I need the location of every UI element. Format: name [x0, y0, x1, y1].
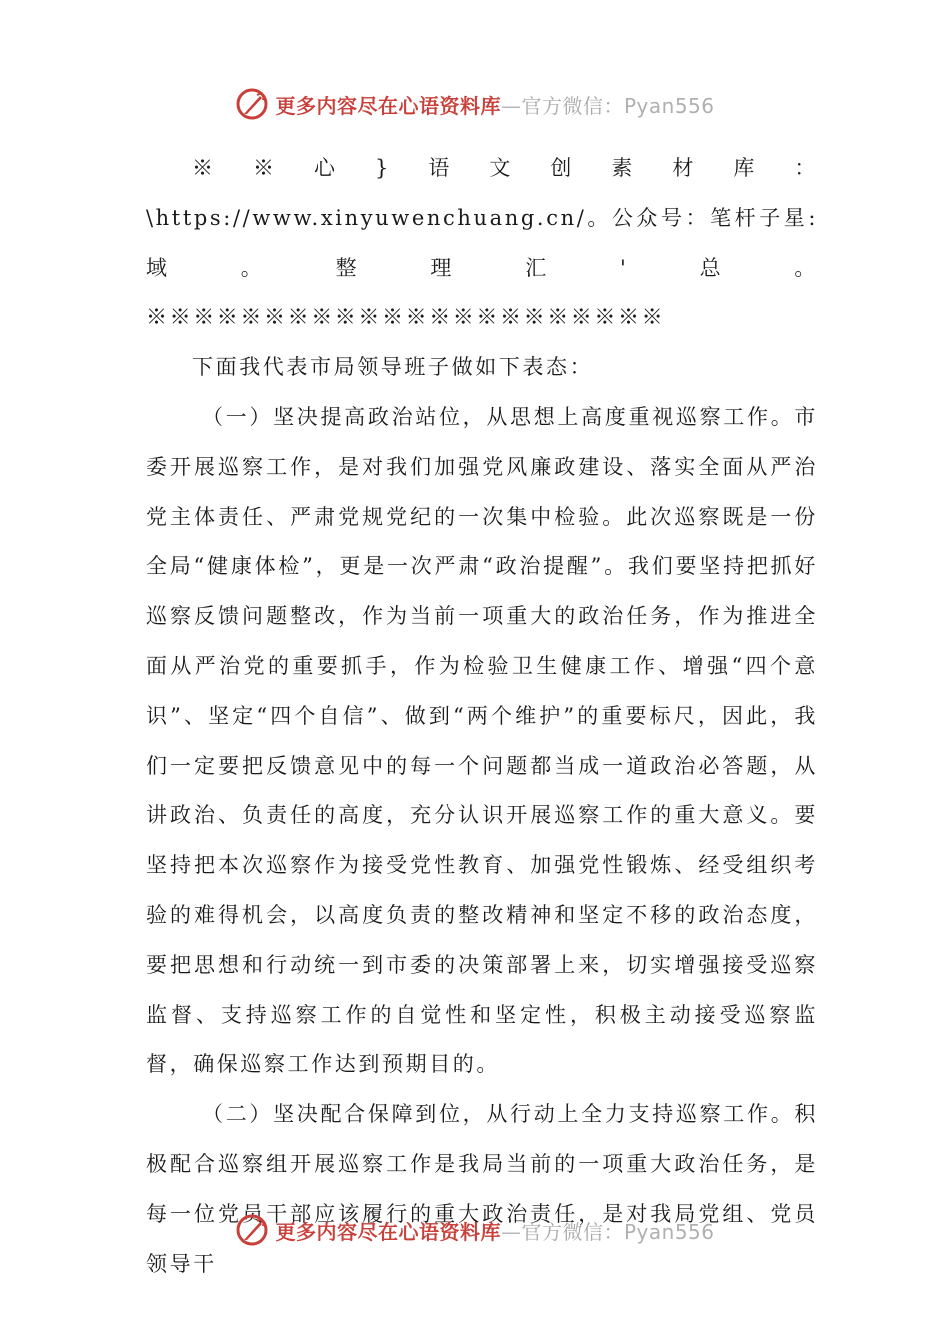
paragraph-point-one: （一）坚决提高政治站位，从思想上高度重视巡察工作。市委开展巡察工作，是对我们加强党风廉政建设、落实全面从严治党主体责任、严肃党规党纪的一次集中检验。此次巡察既是一份全局“健康体检”，更是一次严肃“政治提醒”。我们要坚持把抓好巡察反馈问题整改，作为当前一项重大的政治任务，作为推进全面从严治党的重要抓手，作为检验卫生健康工作、增强“四个意识”、坚定“四个自信”、做到“两个维护”的重要标尺，因此，我们一定要把反馈意见中的每一个问题都当成一道政治必答题，从讲政治、负责任的高度，充分认识开展巡察工作的重大意义。要坚持把本次巡察作为接受党性教育、加强党性锻炼、经受组织考验的难得机会，以高度负责的整改精神和坚定不移的政治态度，要把思想和行动统一到市委的决策部署上来，切实增强接受巡察监督、支持巡察工作的自觉性和坚定性，积极主动接受巡察监督，确保巡察工作达到预期目的。 [146, 404, 818, 1077]
header-watermark [0, 82, 950, 126]
paragraph-source-note: ※※心}语文创素材库：\https://www.xinyuwenchuang.cn/。公众号：笔杆子星:域。整理汇'总。※※※※※※※※※※※※※※※※※※※※※※ [146, 156, 818, 330]
watermark-brand: 更多内容尽在心语资料库 [275, 93, 501, 118]
watermark-label: 官方微信： [521, 1219, 624, 1244]
footer-watermark [0, 1208, 950, 1252]
watermark-brand: 更多内容尽在心语资料库 [275, 1219, 501, 1244]
watermark-label: 官方微信： [521, 93, 624, 118]
watermark-wechat-id: Pyan556 [623, 93, 715, 118]
quill-logo-icon [235, 1213, 269, 1247]
paragraph-intro: 下面我代表市局领导班子做如下表态： [192, 355, 594, 380]
watermark-wechat-id: Pyan556 [623, 1219, 715, 1244]
quill-logo-icon [235, 87, 269, 121]
document-body [146, 144, 818, 1289]
paragraph-point-two: （二）坚决配合保障到位，从行动上全力支持巡察工作。积极配合巡察组开展巡察工作是我局当前的一项重大政治任务，是每一位党员干部应该履行的重大政治责任，是对我局党组、党员领导干 [146, 1102, 818, 1276]
watermark-dash: — [500, 93, 522, 118]
watermark-dash: — [500, 1219, 522, 1244]
